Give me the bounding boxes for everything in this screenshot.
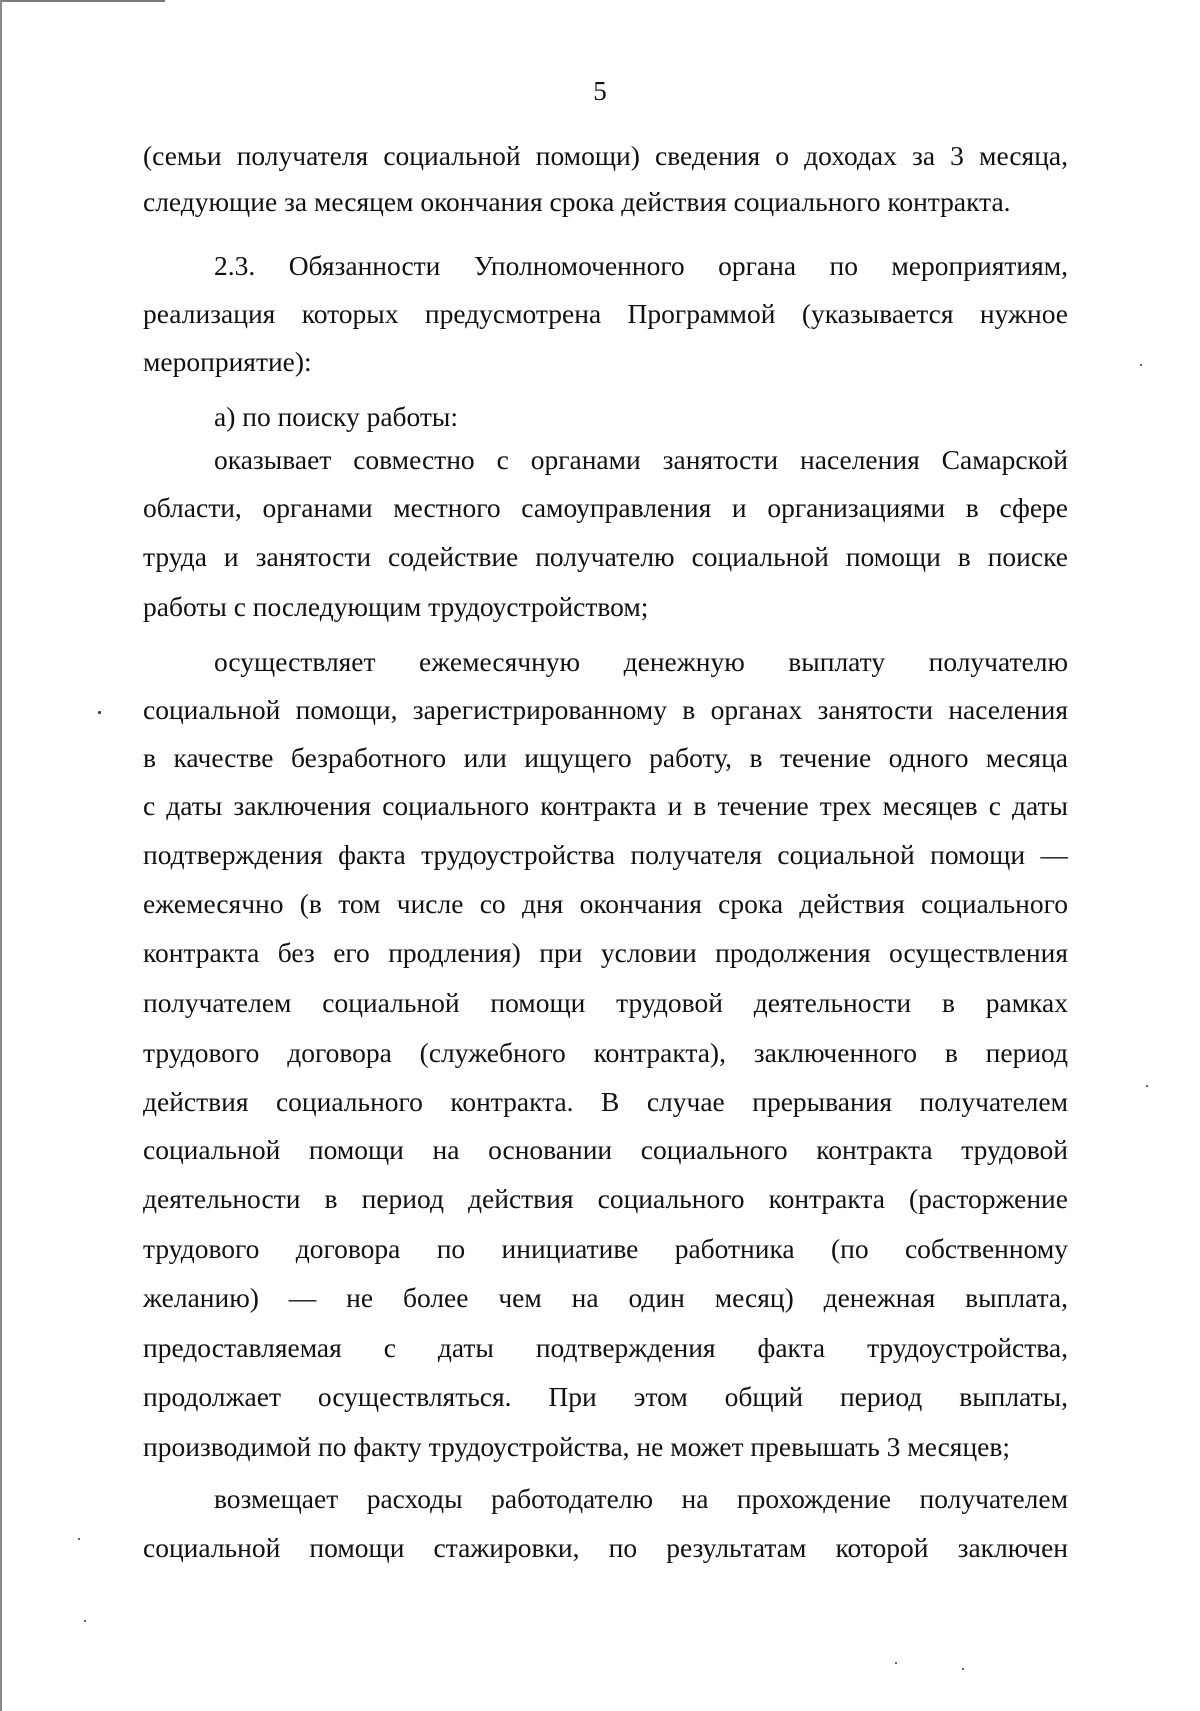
text-line: труда и занятости содействие получателю социальной помощи в поиске [143, 541, 1068, 572]
text-line: производимой по факту трудоустройства, не может превышать 3 месяцев; [143, 1431, 1010, 1462]
scan-speck [84, 1620, 86, 1622]
text-line: ежемесячно (в том числе со дня окончания срока действия социального [143, 888, 1068, 919]
text-line: мероприятие): [143, 346, 312, 377]
text-line: социальной помощи на основании социального контракта трудовой [143, 1134, 1068, 1165]
scan-speck [1146, 1085, 1148, 1087]
page-number: 5 [593, 76, 607, 106]
text-line: деятельности в период действия социального контракта (расторжение [143, 1183, 1068, 1214]
scan-speck [98, 711, 101, 714]
text-line: области, органами местного самоуправления и организациями в сфере [143, 492, 1068, 523]
text-line: реализация которых предусмотрена Программой (указывается нужное [143, 298, 1068, 329]
text-line: социальной помощи стажировки, по результатам которой заключен [143, 1532, 1068, 1563]
text-line: контракта без его продления) при условии продолжения осуществления [143, 937, 1068, 968]
scan-edge-top [0, 0, 165, 2]
text-line: (семьи получателя социальной помощи) сведения о доходах за 3 месяца, [143, 140, 1068, 171]
scan-speck [78, 1538, 80, 1540]
text-line: подтверждения факта трудоустройства получателя социальной помощи — [143, 839, 1068, 870]
list-item-heading: а) по поиску работы: [214, 401, 459, 432]
text-line: работы с последующим трудоустройством; [143, 591, 649, 622]
text-line: получателем социальной помощи трудовой деятельности в рамках [143, 987, 1068, 1018]
text-line: действия социального контракта. В случае прерывания получателем [143, 1086, 1068, 1117]
text-line: следующие за месяцем окончания срока действия социального контракта. [143, 186, 1011, 217]
text-line: с даты заключения социального контракта и в течение трех месяцев с даты [143, 790, 1068, 821]
text-line: трудового договора по инициативе работника (по собственному [143, 1233, 1068, 1264]
text-line: предоставляемая с даты подтверждения факта трудоустройства, [143, 1332, 1068, 1363]
scan-edge-left [0, 0, 2, 1711]
text-line: социальной помощи, зарегистрированному в органах занятости населения [143, 694, 1068, 725]
text-line: желанию) — не более чем на один месяц) денежная выплата, [143, 1282, 1068, 1313]
text-line: оказывает совместно с органами занятости населения Самарской [214, 444, 1068, 475]
text-line: возмещает расходы работодателю на прохождение получателем [214, 1483, 1068, 1514]
text-line: продолжает осуществляться. При этом общий период выплаты, [143, 1381, 1068, 1412]
scan-speck [1140, 364, 1142, 366]
text-line: трудового договора (служебного контракта), заключенного в период [143, 1037, 1068, 1068]
text-line: осуществляет ежемесячную денежную выплату получателю [214, 646, 1068, 677]
scan-speck [895, 1662, 897, 1664]
scan-speck [962, 1668, 964, 1670]
section-heading-line: 2.3. Обязанности Уполномоченного органа по мероприятиям, [214, 250, 1068, 281]
text-line: в качестве безработного или ищущего работу, в течение одного месяца [143, 742, 1068, 773]
